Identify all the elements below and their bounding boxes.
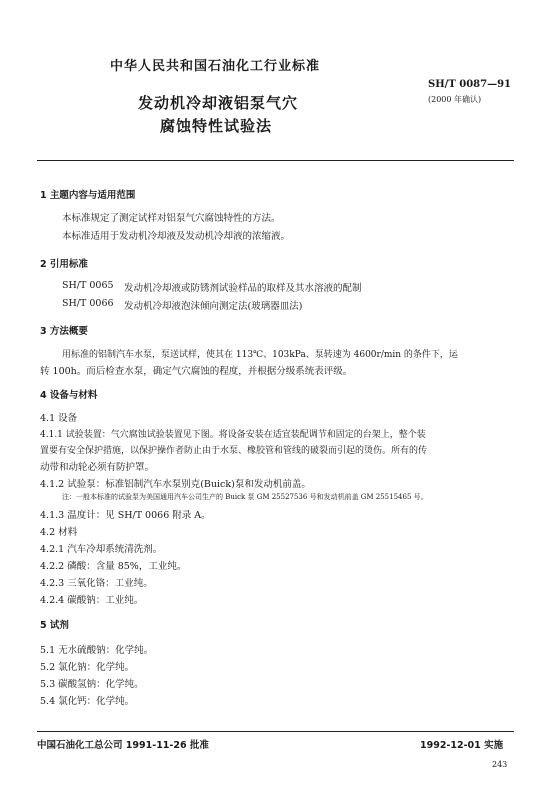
section-3-heading: 3 方法概要: [40, 326, 88, 337]
section-1-paragraph-2: 本标准适用于发动机冷却液及发动机冷却液的浓缩液。: [62, 231, 291, 242]
section-3-paragraph-line1: 用标准的铝制汽车水泵，泵送试样，使其在 113℃、103kPa、泵转速为 4600r/min 的条件下，运: [62, 350, 458, 360]
clause-4-1-1-line3: 动带和动轮必须有防护罩。: [40, 462, 155, 473]
clause-4-2-3: 4.2.3 三氧化铬：工业纯。: [40, 578, 153, 589]
clause-4-1-2: 4.1.2 试验泵：标准铝制汽车水泵别克(Buick)泵和发动机前盖。: [40, 479, 311, 490]
section-4-heading: 4 设备与材料: [40, 390, 98, 401]
document-title-line2: 腐蚀特性试验法: [160, 117, 273, 135]
section-2-heading: 2 引用标准: [40, 259, 88, 270]
footnote: 注：一般本标准的试验泵为美国通用汽车公司生产的 Buick 泵 GM 25527536 号和发动机前盖 GM 25515465 号。: [62, 493, 428, 501]
reference-code: SH/T 0066: [62, 298, 114, 309]
section-5-heading: 5 试剂: [40, 620, 69, 631]
reference-title: 发动机冷却液泡沫倾向测定法(玻璃器皿法): [124, 301, 303, 312]
confirmation-note: (2000 年确认): [428, 95, 482, 104]
clause-4-1-1-line1: 4.1.1 试验装置：气穴腐蚀试验装置见下图。将设备安装在适宜装配调节和固定的台架上，整个装: [40, 430, 426, 440]
clause-4-1-3: 4.1.3 温度计：见 SH/T 0066 附录 A。: [40, 510, 211, 521]
implementation-date: 1992-12-01 实施: [420, 740, 504, 751]
page-number: 243: [492, 760, 508, 769]
reagent-item: 5.4 氯化钙：化学纯。: [40, 696, 135, 707]
clause-4-1-1-line2: 置要有安全保护措施，以保护操作者防止由于水泵、橡胶管和管线的破裂而引起的烫伤。所有的传: [40, 446, 428, 456]
reagent-item: 5.2 氯化钠：化学纯。: [40, 662, 135, 673]
subsection-4-2-heading: 4.2 材料: [40, 527, 78, 538]
subsection-4-1-heading: 4.1 设备: [40, 413, 78, 424]
document-title-line1: 发动机冷却液铝泵气穴: [138, 94, 299, 112]
clause-4-2-1: 4.2.1 汽车冷却系统清洗剂。: [40, 544, 163, 555]
reagent-item: 5.3 碳酸氢钠：化学纯。: [40, 679, 144, 690]
reference-code: SH/T 0065: [62, 280, 114, 291]
header-divider: [37, 160, 514, 161]
approval-line: 中国石油化工总公司 1991-11-26 批准: [37, 740, 209, 751]
standard-code: SH/T 0087—91: [428, 79, 511, 90]
reference-title: 发动机冷却液或防锈剂试验样品的取样及其水溶液的配制: [124, 283, 362, 294]
section-3-paragraph-line2: 转 100h。而后检查水泵，确定气穴腐蚀的程度，并根据分级系统表评级。: [40, 366, 353, 377]
industry-standard-title: 中华人民共和国石油化工行业标准: [110, 59, 321, 74]
clause-4-2-2: 4.2.2 磷酸：含量 85%，工业纯。: [40, 561, 187, 572]
reagent-item: 5.1 无水硫酸钠：化学纯。: [40, 645, 154, 656]
section-1-paragraph-1: 本标准规定了测定试样对铝泵气穴腐蚀特性的方法。: [62, 213, 281, 224]
footer-divider: [37, 731, 514, 732]
section-1-heading: 1 主题内容与适用范围: [40, 190, 136, 201]
clause-4-2-4: 4.2.4 碳酸钠：工业纯。: [40, 595, 144, 606]
